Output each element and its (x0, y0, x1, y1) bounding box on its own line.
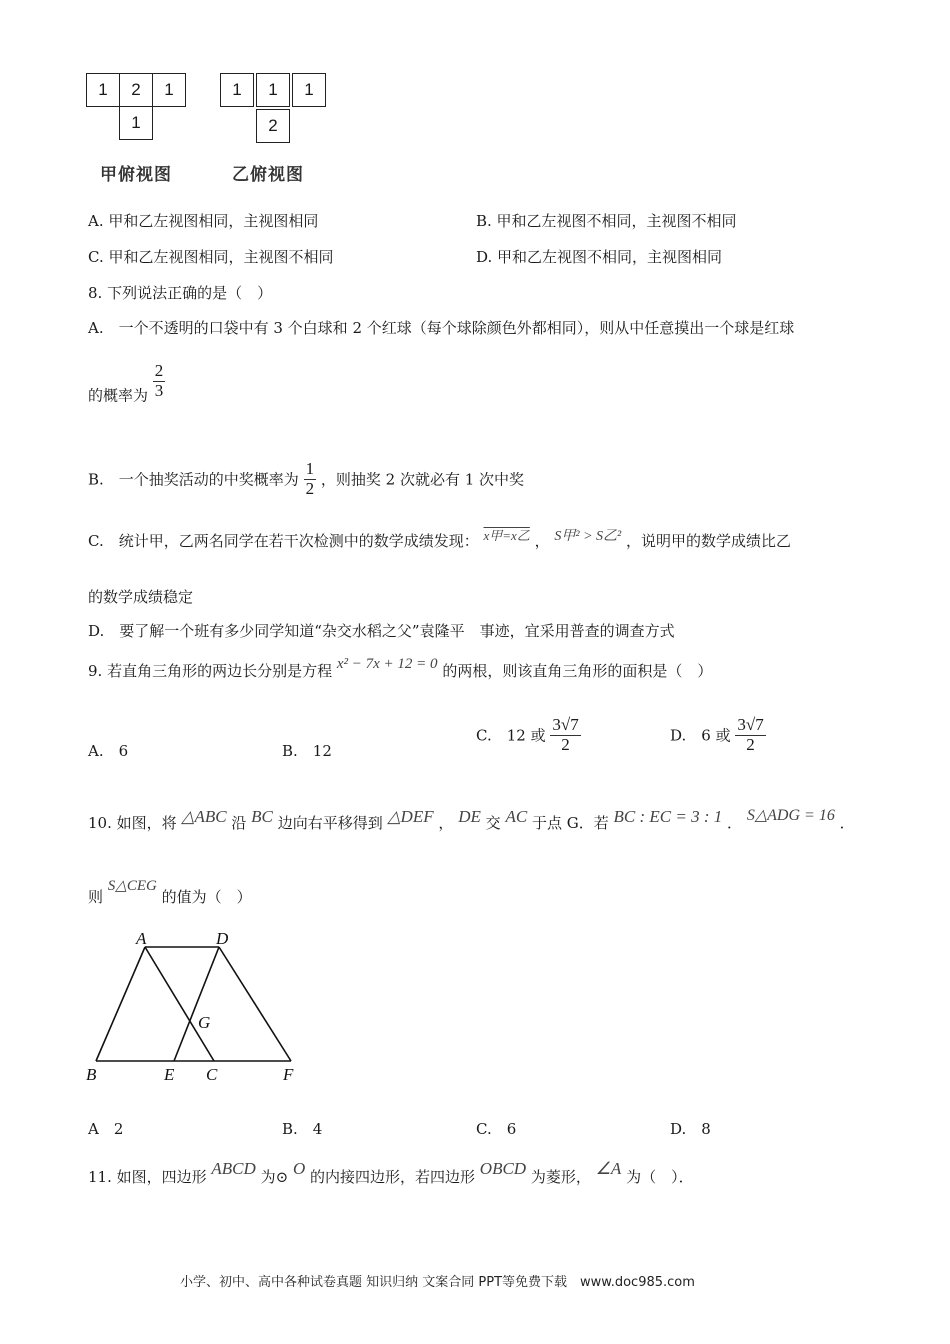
q11-m2: O (292, 1159, 306, 1178)
q9-d-pre: D. 6 或 (670, 726, 731, 745)
q10-option-c: C. 6 (476, 1120, 517, 1138)
q8-b-pre: B. 一个抽奖活动的中奖概率为 (88, 470, 299, 489)
q9-option-d (670, 716, 766, 754)
q8-option-c-line2: 的数学成绩稳定 (88, 588, 194, 606)
q9-c-fraction (550, 716, 580, 754)
q8-a-fraction (153, 362, 166, 400)
q11-stem (88, 1159, 694, 1187)
q8-a-frac-den: 3 (154, 380, 164, 400)
q10-line2 (88, 878, 252, 907)
q8-b-frac-den: 2 (305, 478, 315, 498)
q7-option-b: B. 甲和乙左视图不相同，主视图不相同 (476, 212, 737, 230)
label-f: F (283, 1065, 294, 1084)
q8-c-pre: C. 统计甲，乙两名同学在若干次检测中的数学成绩发现： (88, 532, 479, 550)
q8-stem: 8. 下列说法正确的是（ ） (88, 284, 273, 302)
q9-c-frac-den: 2 (561, 734, 570, 754)
yi-cell-3: 1 (292, 73, 326, 107)
q8-option-d: D. 要了解一个班有多少同学知道“杂交水稻之父”袁隆平 事迹，宜采用普查的调查方式 (88, 622, 675, 640)
q10-s1: 10. 如图，将 (88, 814, 177, 832)
q10-m1: △ABC (181, 807, 227, 826)
figure-yi-top-view (220, 73, 330, 145)
q9-c-pre: C. 12 或 (476, 726, 546, 745)
q8-option-c (88, 530, 791, 551)
segment-df (219, 947, 291, 1061)
q11-m1: ABCD (211, 1159, 256, 1178)
label-g: G (198, 1013, 211, 1032)
q9-stem (88, 656, 713, 681)
q8-a-text: 的概率为 (88, 386, 149, 405)
q10-s3: 边向右平移得到 (277, 814, 383, 832)
q10-m8: S△CEG (107, 878, 157, 894)
label-a: A (136, 929, 147, 948)
q11-s5: 为（ ）． (626, 1168, 694, 1186)
q7-option-a: A. 甲和乙左视图相同，主视图相同 (88, 212, 319, 230)
q10-line2-pre: 则 (88, 888, 104, 906)
q10-option-b: B. 4 (282, 1120, 323, 1138)
yi-cell-2: 1 (256, 73, 290, 107)
q10-option-d: D. 8 (670, 1120, 711, 1138)
figure-jia-top-view (86, 73, 196, 145)
label-c: C (206, 1065, 218, 1084)
q8-b-post: ，则抽奖 2 次就必有 1 次中奖 (320, 470, 525, 489)
q9-d-fraction (735, 716, 765, 754)
jia-cell-2: 2 (119, 73, 153, 107)
q11-s1: 11. 如图，四边形 (88, 1168, 207, 1186)
q10-translation-figure (80, 925, 320, 1090)
q11-m4: ∠A (595, 1159, 622, 1178)
q10-m5: AC (505, 807, 528, 826)
q10-m4: DE (458, 807, 481, 826)
q8-a-frac-num: 2 (154, 361, 164, 380)
q10-s6: 于点 G．若 (531, 814, 609, 832)
q9-option-c (476, 716, 581, 754)
q7-option-d: D. 甲和乙左视图不相同，主视图相同 (476, 248, 723, 266)
q9-d-frac-num: 3√7 (737, 715, 764, 734)
label-d: D (216, 929, 229, 948)
q8-option-b (88, 460, 524, 498)
q10-s4: ， (438, 814, 454, 832)
q10-m7: S△ADG = 16 (746, 807, 835, 824)
page-footer: 小学、初中、高中各种试卷真题 知识归纳 文案合同 PPT等免费下载 www.doc985.com (180, 1275, 695, 1290)
q10-m2: BC (251, 807, 273, 826)
jia-cell-1: 1 (86, 73, 120, 107)
q8-c-post: ，说明甲的数学成绩比乙 (626, 532, 792, 550)
q9-stem-post: 的两根，则该直角三角形的面积是（ ） (442, 662, 713, 680)
q11-s2: 为⊙ (260, 1168, 289, 1186)
jia-cell-4: 1 (119, 106, 153, 140)
q8-c-math-variance: S甲² > S乙² (554, 529, 622, 544)
q10-s5: 交 (485, 814, 501, 832)
yi-cell-1: 1 (220, 73, 254, 107)
q10-line2-post: 的值为（ ） (161, 888, 252, 906)
segment-ac (145, 947, 214, 1061)
q9-equation: x² − 7x + 12 = 0 (336, 656, 438, 672)
q10-m3: △DEF (387, 807, 434, 826)
q10-s7: ． (727, 814, 743, 832)
q9-c-frac-num: 3√7 (552, 715, 579, 734)
q8-b-frac-num: 1 (305, 459, 315, 478)
q10-stem (88, 807, 855, 833)
q10-option-a: A 2 (88, 1120, 124, 1138)
q9-stem-pre: 9. 若直角三角形的两边长分别是方程 (88, 662, 333, 680)
q8-option-a-line1: A. 一个不透明的口袋中有 3 个白球和 2 个红球（每个球除颜色外都相同），则从中任意摸出一个球是红球 (88, 319, 795, 337)
q11-m3: OBCD (479, 1159, 527, 1178)
q11-s3: 的内接四边形，若四边形 (310, 1168, 476, 1186)
jia-cell-3: 1 (152, 73, 186, 107)
q8-c-sep: ， (534, 532, 550, 550)
q9-option-a: A. 6 (88, 742, 129, 760)
yi-caption: 乙俯视图 (232, 165, 304, 185)
q11-s4: 为菱形， (530, 1168, 591, 1186)
label-b: B (86, 1065, 97, 1084)
q9-d-frac-den: 2 (746, 734, 755, 754)
q10-s8: ． (839, 814, 855, 832)
yi-cell-4: 2 (256, 109, 290, 143)
q7-option-c: C. 甲和乙左视图相同，主视图不相同 (88, 248, 334, 266)
jia-caption: 甲俯视图 (100, 165, 172, 185)
q8-option-a-line2 (88, 361, 165, 414)
q8-b-fraction (304, 460, 317, 498)
q8-c-math-mean: x甲=x乙 (483, 528, 530, 543)
label-e: E (164, 1065, 175, 1084)
q9-option-b: B. 12 (282, 742, 332, 760)
q10-m6: BC : EC = 3 : 1 (613, 807, 723, 826)
q10-s2: 沿 (231, 814, 247, 832)
segment-ab (96, 947, 145, 1061)
segment-de (174, 947, 219, 1061)
